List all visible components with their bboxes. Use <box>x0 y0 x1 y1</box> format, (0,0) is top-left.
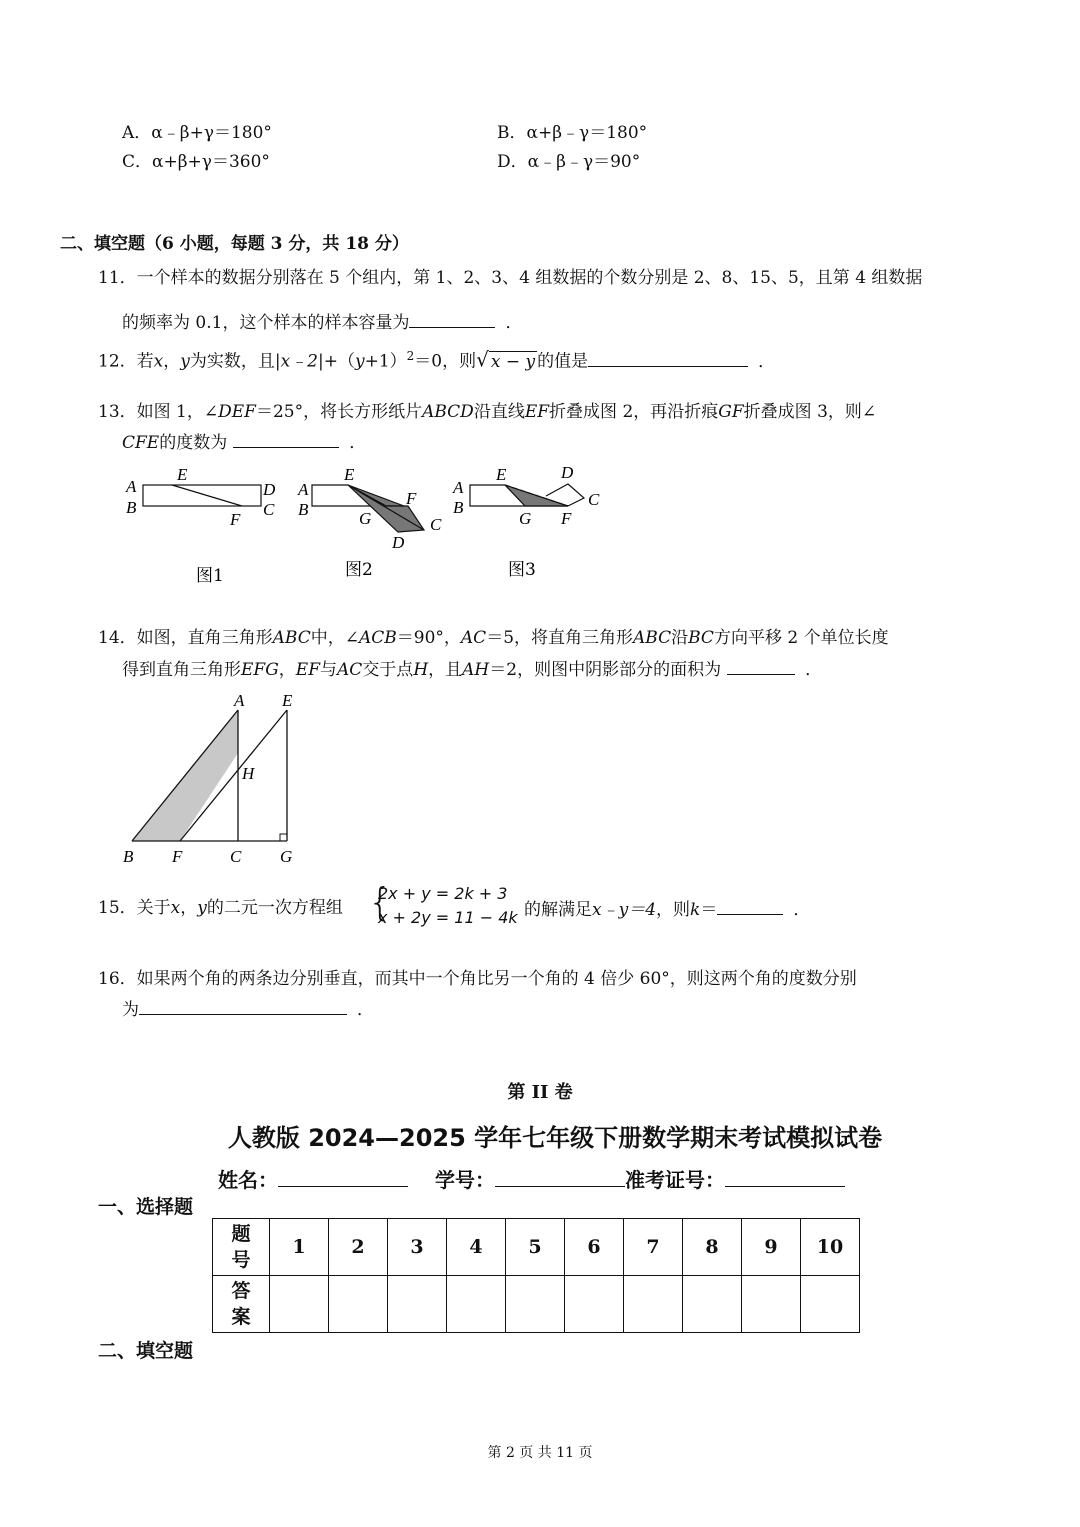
label-g: G <box>280 847 293 866</box>
exam-title: 人教版 2024—2025 学年七年级下册数学期末考试模拟试卷 <box>227 1124 883 1152</box>
label-a: A <box>234 691 245 710</box>
question-11-line1: 11．一个样本的数据分别落在 5 个组内，第 1、2、3、4 组数据的个数分别是 2、8、15、5，且第 4 组数据 <box>98 268 923 288</box>
answer-cell[interactable] <box>447 1276 506 1333</box>
question-14-line1: 14．如图，直角三角形ABC中，∠ACB＝90°，AC＝5，将直角三角形ABC沿BC方向平移 2 个单位长度 <box>98 628 889 648</box>
answer-cell[interactable] <box>506 1276 565 1333</box>
column-header: 4 <box>447 1219 506 1276</box>
answer-cell[interactable] <box>565 1276 624 1333</box>
column-header: 2 <box>329 1219 388 1276</box>
answer-blank[interactable] <box>409 309 495 328</box>
label-e: E <box>496 465 507 484</box>
question-16-line1: 16．如果两个角的两条边分别垂直，而其中一个角比另一个角的 4 倍少 60°，则这两个角的度数分别 <box>98 969 857 989</box>
answer-cell[interactable] <box>742 1276 801 1333</box>
label-a: A <box>453 478 464 497</box>
column-header: 5 <box>506 1219 565 1276</box>
label-a: A <box>126 477 137 496</box>
option-d: D．α﹣β﹣γ＝90° <box>497 152 641 172</box>
label-f: F <box>406 489 417 508</box>
label-h: H <box>242 764 255 783</box>
translation-figure <box>110 688 310 870</box>
section-choice: 一、选择题 <box>98 1196 194 1218</box>
section-heading: 二、填空题（6 小题，每题 3 分，共 18 分） <box>60 234 409 254</box>
brace-icon: { <box>368 880 393 924</box>
column-header: 8 <box>683 1219 742 1276</box>
column-header: 9 <box>742 1219 801 1276</box>
question-13-line1: 13．如图 1，∠DEF＝25°，将长方形纸片ABCD沿直线EF折叠成图 2，再沿折痕GF折叠成图 3，则∠ <box>98 402 877 422</box>
label-d: D <box>392 533 405 552</box>
equation-1: 2x + y = 2k + 3 <box>378 884 508 903</box>
answer-cell[interactable] <box>801 1276 860 1333</box>
answer-blank[interactable] <box>588 348 748 367</box>
table-row <box>213 1276 860 1333</box>
question-11-line2: 的频率为 0.1，这个样本的样本容量为 ． <box>122 309 522 335</box>
option-a: A．α﹣β+γ＝180° <box>122 123 272 143</box>
label-g: G <box>359 509 372 528</box>
figure-caption: 图1 <box>196 566 224 586</box>
label-b: B <box>123 847 134 866</box>
question-14-line2: 得到直角三角形EFG，EF与AC交于点H，且AH＝2，则图中阴影部分的面积为 ． <box>122 656 822 682</box>
label-c: C <box>588 490 600 509</box>
question-16-line2: 为 ． <box>122 996 374 1022</box>
answer-blank[interactable] <box>139 996 347 1015</box>
answer-cell[interactable] <box>683 1276 742 1333</box>
label-a: A <box>298 480 309 499</box>
column-header: 7 <box>624 1219 683 1276</box>
page-footer: 第 2 页 共 11 页 <box>487 1445 593 1461</box>
label-d: D <box>561 463 574 482</box>
figure-2 <box>297 465 442 580</box>
question-15-pre: 15．关于x，y的二元一次方程组 <box>98 898 343 918</box>
part-label: 第 II 卷 <box>507 1082 573 1103</box>
label-e: E <box>177 465 188 484</box>
figure-caption: 图3 <box>508 560 536 580</box>
answer-cell[interactable] <box>624 1276 683 1333</box>
answer-cell[interactable] <box>388 1276 447 1333</box>
question-15-post: 的解满足x﹣y＝4，则k＝ ． <box>524 896 810 922</box>
column-header: 1 <box>270 1219 329 1276</box>
student-info: 姓名： 学号： 准考证号： <box>218 1162 845 1193</box>
student-id-field[interactable] <box>495 1162 625 1187</box>
sqrt-radicand: x − y <box>490 351 536 372</box>
label-b: B <box>126 498 137 517</box>
label-f: F <box>172 847 183 866</box>
column-header: 6 <box>565 1219 624 1276</box>
answer-cell[interactable] <box>270 1276 329 1333</box>
question-13-line2: CFE的度数为 ． <box>122 429 366 455</box>
option-c: C．α+β+γ＝360° <box>122 152 270 172</box>
equation-2: x + 2y = 11 − 4k <box>378 908 518 927</box>
label-b: B <box>453 498 464 517</box>
label-e: E <box>344 465 355 484</box>
figure-caption: 图2 <box>345 560 373 580</box>
section-fill: 二、填空题 <box>98 1340 194 1362</box>
column-header: 10 <box>801 1219 860 1276</box>
label-g: G <box>519 509 532 528</box>
question-12: 12．若x，y为实数，且$|x﹣2|+(y+1)^2=0$，则√ x − y 的值是 ． <box>98 347 776 372</box>
fold-figures <box>110 460 630 590</box>
label-f: F <box>561 509 572 528</box>
figure-1 <box>125 465 276 586</box>
sqrt-icon: √ <box>476 347 489 372</box>
label-c: C <box>263 500 275 519</box>
label-b: B <box>298 500 309 519</box>
answer-blank[interactable] <box>727 656 795 675</box>
answer-table <box>212 1218 860 1333</box>
label-c: C <box>430 515 442 534</box>
label-e: E <box>282 691 293 710</box>
label-d: D <box>263 480 276 499</box>
figure-3 <box>452 463 600 580</box>
option-b: B．α+β﹣γ＝180° <box>497 123 648 143</box>
row-header: 题 号 <box>213 1219 270 1276</box>
table-row <box>213 1219 860 1276</box>
column-header: 3 <box>388 1219 447 1276</box>
answer-blank[interactable] <box>717 896 783 915</box>
label-f: F <box>230 510 241 529</box>
row-header: 答 案 <box>213 1276 270 1333</box>
exam-number-field[interactable] <box>725 1162 845 1187</box>
label-c: C <box>230 847 242 866</box>
answer-cell[interactable] <box>329 1276 388 1333</box>
name-field[interactable] <box>278 1162 408 1187</box>
answer-blank[interactable] <box>233 429 339 448</box>
